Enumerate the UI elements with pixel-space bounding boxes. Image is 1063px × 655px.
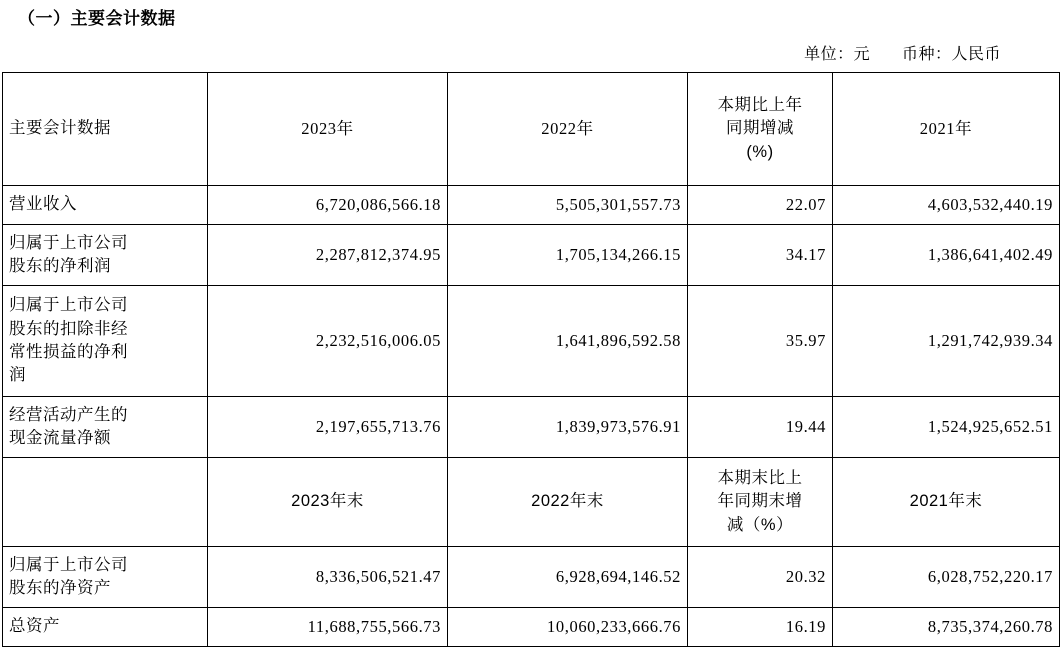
subheader-change-line1: 本期末比上 [717, 468, 803, 487]
subheader-change-line2: 年同期末增 [717, 492, 803, 511]
header-cell-2023: 2023年 [208, 73, 448, 186]
cell-deducted-change: 35.97 [688, 286, 833, 397]
cell-revenue-2023: 6,720,086,566.18 [208, 186, 448, 225]
row-label-operating-cashflow [3, 397, 208, 458]
row-label-total-assets: 总资产 [3, 608, 208, 647]
header-change-line1: 本期比上年 [717, 95, 803, 114]
row-label-deducted-line1: 归属于上市公司 [9, 296, 128, 315]
unit-label: 单位：元 [804, 46, 871, 63]
cell-net-profit-change: 34.17 [688, 225, 833, 286]
table-row [3, 225, 1060, 286]
cell-total-assets-change: 16.19 [688, 608, 833, 647]
row-label-deducted-line2: 股东的扣除非经 [9, 319, 128, 338]
currency-label: 币种：人民币 [901, 46, 1001, 63]
cell-total-assets-2021: 8,735,374,260.78 [833, 608, 1060, 647]
header-change-line2: 同期增减 [726, 119, 794, 138]
table-row [3, 186, 1060, 225]
header-change-line3: (%) [746, 142, 774, 161]
row-label-cashflow-line1: 经营活动产生的 [9, 405, 128, 424]
cell-net-profit-2021: 1,386,641,402.49 [833, 225, 1060, 286]
table-row [3, 547, 1060, 608]
cell-net-assets-change: 20.32 [688, 547, 833, 608]
subheader-cell-2021: 2021年末 [833, 458, 1060, 547]
page-title: （一）主要会计数据 [18, 9, 176, 28]
cell-revenue-2022: 5,505,301,557.73 [448, 186, 688, 225]
cell-total-assets-2022: 10,060,233,666.76 [448, 608, 688, 647]
row-label-net-assets [3, 547, 208, 608]
cell-cashflow-change: 19.44 [688, 397, 833, 458]
header-cell-metric: 主要会计数据 [3, 73, 208, 186]
table-row [3, 397, 1060, 458]
row-label-cashflow-line2: 现金流量净额 [9, 429, 111, 447]
cell-cashflow-2022: 1,839,973,576.91 [448, 397, 688, 458]
table-header-row [3, 73, 1060, 186]
cell-revenue-2021: 4,603,532,440.19 [833, 186, 1060, 225]
cell-revenue-change: 22.07 [688, 186, 833, 225]
subheader-cell-empty [3, 458, 208, 547]
cell-net-profit-2023: 2,287,812,374.95 [208, 225, 448, 286]
cell-cashflow-2021: 1,524,925,652.51 [833, 397, 1060, 458]
cell-deducted-2023: 2,232,516,006.05 [208, 286, 448, 397]
cell-deducted-2022: 1,641,896,592.58 [448, 286, 688, 397]
row-label-deducted-line4: 润 [9, 366, 26, 385]
unit-currency-line [0, 41, 1001, 64]
header-cell-2022: 2022年 [448, 73, 688, 186]
subheader-cell-2022: 2022年末 [448, 458, 688, 547]
cell-deducted-2021: 1,291,742,939.34 [833, 286, 1060, 397]
cell-total-assets-2023: 11,688,755,566.73 [208, 608, 448, 647]
document-page [0, 10, 1063, 655]
cell-net-assets-2021: 6,028,752,220.17 [833, 547, 1060, 608]
row-label-net-profit-line2: 股东的净利润 [9, 257, 111, 275]
row-label-net-assets-line1: 归属于上市公司 [9, 555, 128, 574]
cell-net-assets-2023: 8,336,506,521.47 [208, 547, 448, 608]
header-cell-2021: 2021年 [833, 73, 1060, 186]
table-row [3, 286, 1060, 397]
row-label-net-assets-line2: 股东的净资产 [9, 579, 111, 597]
row-label-deducted-net-profit [3, 286, 208, 397]
subheader-cell-2023: 2023年末 [208, 458, 448, 547]
row-label-net-profit-line1: 归属于上市公司 [9, 233, 128, 252]
main-accounting-data-table [2, 72, 1060, 647]
cell-cashflow-2023: 2,197,655,713.76 [208, 397, 448, 458]
subheader-cell-change [688, 458, 833, 547]
row-label-revenue: 营业收入 [3, 186, 208, 225]
table-subheader-row [3, 458, 1060, 547]
cell-net-assets-2022: 6,928,694,146.52 [448, 547, 688, 608]
header-cell-change [688, 73, 833, 186]
subheader-change-line3: 减（%） [726, 515, 794, 534]
cell-net-profit-2022: 1,705,134,266.15 [448, 225, 688, 286]
table-row [3, 608, 1060, 647]
row-label-net-profit [3, 225, 208, 286]
row-label-deducted-line3: 常性损益的净利 [9, 343, 128, 361]
